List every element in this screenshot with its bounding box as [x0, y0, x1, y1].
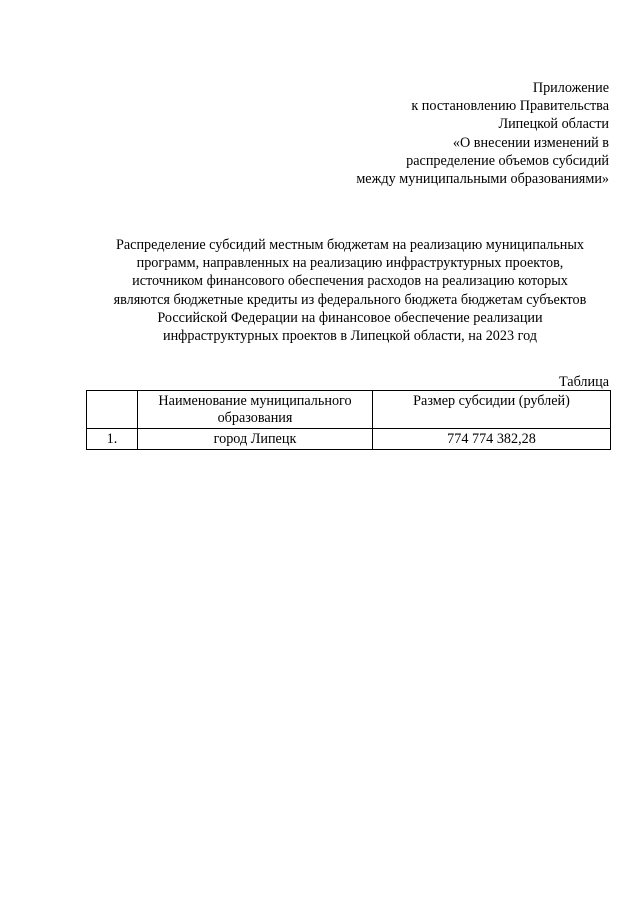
table-header-row	[87, 391, 611, 429]
title-line: являются бюджетные кредиты из федерального бюджета бюджетам субъектов	[113, 291, 587, 308]
title-line: программ, направленных на реализацию инфраструктурных проектов,	[136, 255, 564, 272]
table-row	[87, 429, 611, 450]
row-number-cell: 1.	[87, 429, 138, 450]
appendix-line: к постановлению Правительства	[411, 98, 609, 115]
table-caption: Таблица	[558, 374, 609, 390]
subsidy-table	[86, 390, 611, 450]
header-municipality: Наименование муниципального образования	[138, 391, 373, 429]
appendix-line: распределение объемов субсидий	[406, 152, 609, 169]
appendix-block	[209, 79, 609, 188]
subsidy-amount-cell: 774 774 382,28	[373, 429, 611, 450]
title-line: инфраструктурных проектов в Липецкой области, на 2023 год	[162, 328, 537, 345]
municipality-cell: город Липецк	[138, 429, 373, 450]
title-line: Российской Федерации на финансовое обеспечение реализации	[157, 309, 543, 326]
title-line: источником финансового обеспечения расходов на реализацию которых	[132, 273, 568, 290]
header-subsidy-amount: Размер субсидии (рублей)	[373, 391, 611, 429]
appendix-line: Липецкой области	[498, 116, 609, 133]
appendix-line: между муниципальными образованиями»	[356, 171, 609, 188]
appendix-line: «О внесении изменений в	[452, 134, 609, 151]
title-line: Распределение субсидий местным бюджетам на реализацию муниципальных	[115, 237, 585, 253]
document-title	[60, 236, 640, 345]
header-number	[87, 391, 138, 429]
appendix-line: Приложение	[532, 80, 609, 96]
